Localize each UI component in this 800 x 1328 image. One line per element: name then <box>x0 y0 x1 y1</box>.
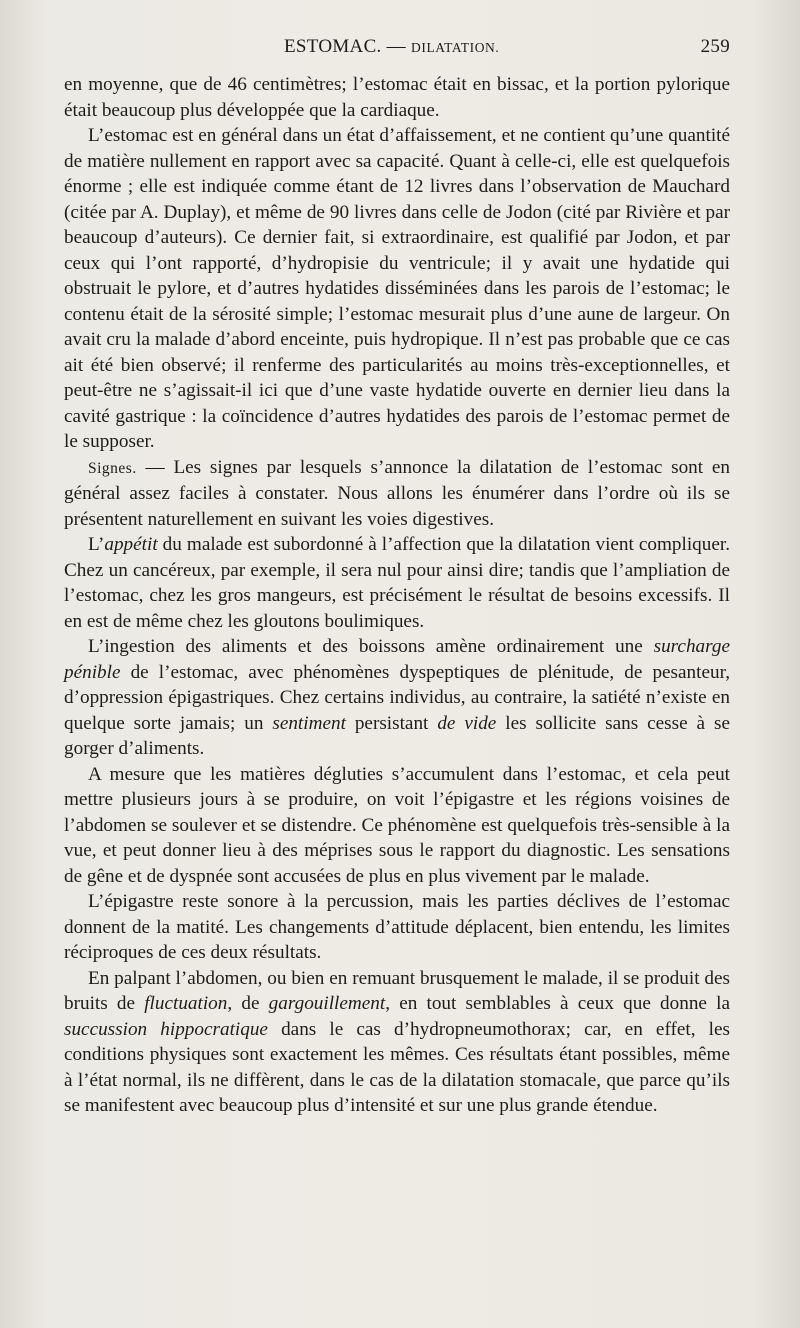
paragraph-text: — Les signes par lesquels s’annonce la dilatation de l’estomac sont en général assez faciles à constater. Nous allons les énumérer dans l’ordre où ils se présentent naturellement en suivant les voies digestives. <box>64 456 730 530</box>
paragraph-text: les sollicite sans cesse à se gorger d’aliments. <box>64 712 730 759</box>
page-number: 259 <box>700 36 730 57</box>
paragraph-accumulation <box>64 762 730 890</box>
section-heading-signes: Signes. <box>88 459 137 477</box>
running-header <box>64 36 730 64</box>
paragraph-palpation <box>64 966 730 1119</box>
paragraph-signes <box>64 455 730 533</box>
paragraph-text: En palpant l’abdomen, ou bien en remuant brusquement le malade, il se produit des bruits de <box>64 967 730 1014</box>
paragraph-appetit <box>64 532 730 634</box>
paragraph-ingestion <box>64 634 730 762</box>
paragraph-text: du malade est subordonné à l’affection que la dilatation vient compliquer. Chez un cancéreux, par exemple, il sera nul pour ainsi dire; tandis que l’ampliation de l’estomac, chez les gros mangeurs, est précisément le résultat de besoins excessifs. Il en est de même chez les gloutons boulimiques. <box>64 534 730 632</box>
italic-term: sentiment <box>272 712 346 734</box>
paragraph-affaissement <box>64 123 730 455</box>
running-title-subtitle: DILATATION. <box>411 40 500 55</box>
paragraph-text: L’estomac est en général dans un état d’affaissement, et ne contient qu’une quantité de matière nullement en rapport avec sa capacité. Quant à celle-ci, elle est quelquefois énorme ; elle est indiquée comme étant de 12 livres dans l’observation de Mauchard (citée par A. Duplay), et même de 90 livres dans celle de Jodon (cité par Rivière et par beaucoup d’auteurs). Ce dernier fait, si extraordinaire, est qualifié par Jodon, et par ceux qui l’ont rapporté, d’hydropisie du ventricule; il y avait une hydatide qui obstruait le pylore, et d’autres hydatides disséminées dans les parois de l’estomac; le contenu était de la sérosité simple; l’estomac mesurait plus d’une aune de largeur. On avait cru la malade d’abord enceinte, puis hydropique. Il n’est pas probable que ce cas ait été bien observé; il renferme des particularités au moins très-exceptionnelles, et peut-être ne s’agissait-il ici que d’une vaste hydatide ouverte en dernier lieu dans la cavité gastrique : la coïncidence d’autres hydatides des parois de l’estomac permet de le supposer. <box>64 125 730 452</box>
running-title <box>284 36 499 58</box>
italic-term: de vide <box>437 712 497 734</box>
paragraph-text: A mesure que les matières dégluties s’accumulent dans l’estomac, et cela peut mettre plusieurs jours à se produire, on voit l’épigastre et les régions voisines de l’abdomen se soulever et se distendre. Ce phénomène est quelquefois très-sensible à la vue, et peut donner lieu à des méprises sous le rapport du diagnostic. Les sensations de gêne et de dyspnée sont accusées de plus en plus vivement par le malade. <box>64 763 730 887</box>
italic-term: fluctuation <box>144 993 228 1014</box>
paragraph-text: persistant <box>345 712 438 734</box>
italic-term: gargouillement <box>268 993 386 1014</box>
paragraph-text: dans le cas d’hydropneumothorax; car, en effet, les conditions physiques sont exactement les mêmes. Ces résultats étant possibles, même à l’état normal, ils ne diffèrent, dans le cas de la dilatation stomacale, que parce qu’ils se manifestent avec beaucoup plus d’intensité et sur une plus grande étendue. <box>64 1018 730 1116</box>
running-title-main: ESTOMAC. — <box>284 36 411 57</box>
paragraph-text: , en tout semblables à ceux que donne la <box>385 993 730 1014</box>
paragraph-text: L’ingestion des aliments et des boissons amène ordinairement une <box>88 636 654 657</box>
italic-term: surcharge pénible <box>64 636 730 683</box>
body-text <box>64 72 730 1119</box>
paragraph-text: de l’estomac, avec phénomènes dyspeptiques de plénitude, de pesanteur, d’oppression épigastriques. Chez certains individus, au contraire, la satiété n’existe en quelque sorte jamais; un <box>64 661 730 734</box>
paragraph-text: L’ <box>88 534 105 555</box>
paragraph-text: , de <box>227 993 269 1014</box>
italic-term: succussion hippocratique <box>64 1018 268 1040</box>
paragraph-percussion <box>64 889 730 966</box>
paragraph-text: en moyenne, que de 46 centimètres; l’estomac était en bissac, et la portion pylorique était beaucoup plus développée que la cardiaque. <box>64 74 730 121</box>
paragraph-text: L’épigastre reste sonore à la percussion, mais les parties déclives de l’estomac donnent de la matité. Les changements d’attitude déplacent, bien entendu, les limites réciproques de ces deux résultats. <box>64 891 730 963</box>
italic-term: appétit <box>104 534 158 555</box>
paragraph-continuation <box>64 72 730 123</box>
